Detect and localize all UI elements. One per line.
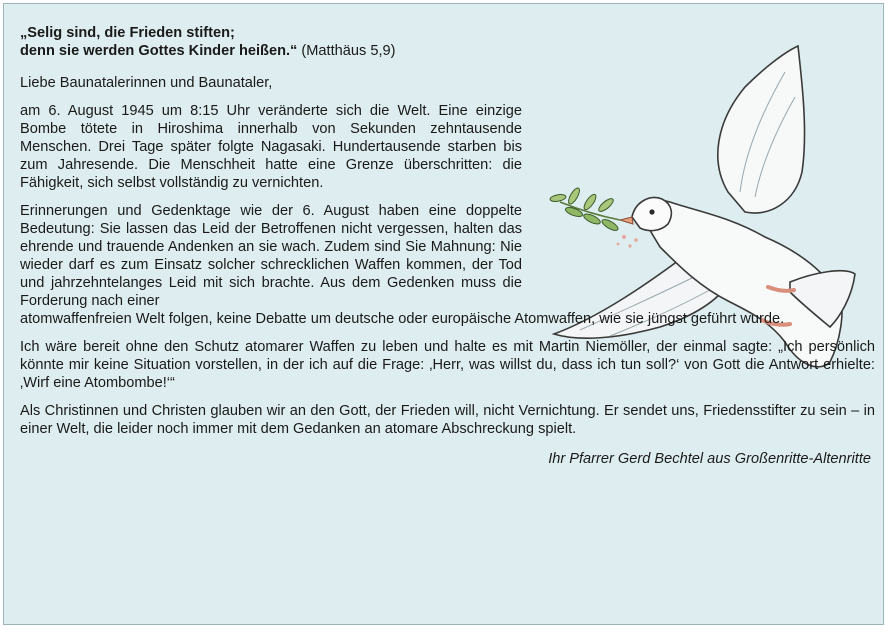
letter-text xyxy=(20,24,875,468)
paragraph-2-part-2: atomwaffenfreien Welt folgen, keine Debatte um deutsche oder europäische Atomwaffen, wie sie jüngst geführt wurde. xyxy=(20,311,785,327)
salutation: Liebe Baunatalerinnen und Baunataler, xyxy=(20,75,273,91)
paragraph-1: am 6. August 1945 um 8:15 Uhr veränderte sich die Welt. Eine einzige Bombe tötete in Hiroshima innerhalb von Sekunden zehntausende Menschen. Drei Tage später folgte Nagasaki. Hundertausende starben bis zum Jahresende. Die Menschheit hatte eine Grenze überschritten: die Fähigkeit, sich selbst vollständig zu vernichten. xyxy=(20,103,522,191)
motto-reference: (Matthäus 5,9) xyxy=(301,43,396,59)
paragraph-4: Als Christinnen und Christen glauben wir an den Gott, der Frieden will, nicht Vernichtung. Er sendet uns, Friedensstifter zu sein – in einer Welt, die leider noch immer mit dem Gedanken an atomare Abschreckung spielt. xyxy=(20,403,875,437)
paragraph-2-part-1: Erinnerungen und Gedenktage wie der 6. August haben eine doppelte Bedeutung: Sie lassen das Leid der Betroffenen nicht vergessen, halten das ehrende und trauende Andenken an sie wach. Zudem sind Sie Mahnung: Nie wieder darf es zum Einsatz solcher schrecklichen Waffen kommen, der Tod und jahrzehntelanges Leid mit sich brachte. Aus dem Gedenken muss die Forderung nach einer xyxy=(20,203,522,309)
motto-line-2: denn sie werden Gottes Kinder heißen.“ xyxy=(20,43,298,59)
motto-line-1: „Selig sind, die Frieden stiften; xyxy=(20,25,235,41)
bible-motto xyxy=(20,24,875,60)
letter-card xyxy=(3,3,884,625)
paragraph-3: Ich wäre bereit ohne den Schutz atomarer Waffen zu leben und halte es mit Martin Niemöller, der einmal sagte: „Ich persönlich könnte mir keine Situation vorstellen, in der ich auf die Frage: ‚Herr, was willst du, dass ich tun soll?‘ von Gott die Antwort erhielte: ‚Wirf eine Atombombe!‘“ xyxy=(20,339,875,391)
signature: Ihr Pfarrer Gerd Bechtel aus Großenritte-Altenritte xyxy=(548,451,871,467)
